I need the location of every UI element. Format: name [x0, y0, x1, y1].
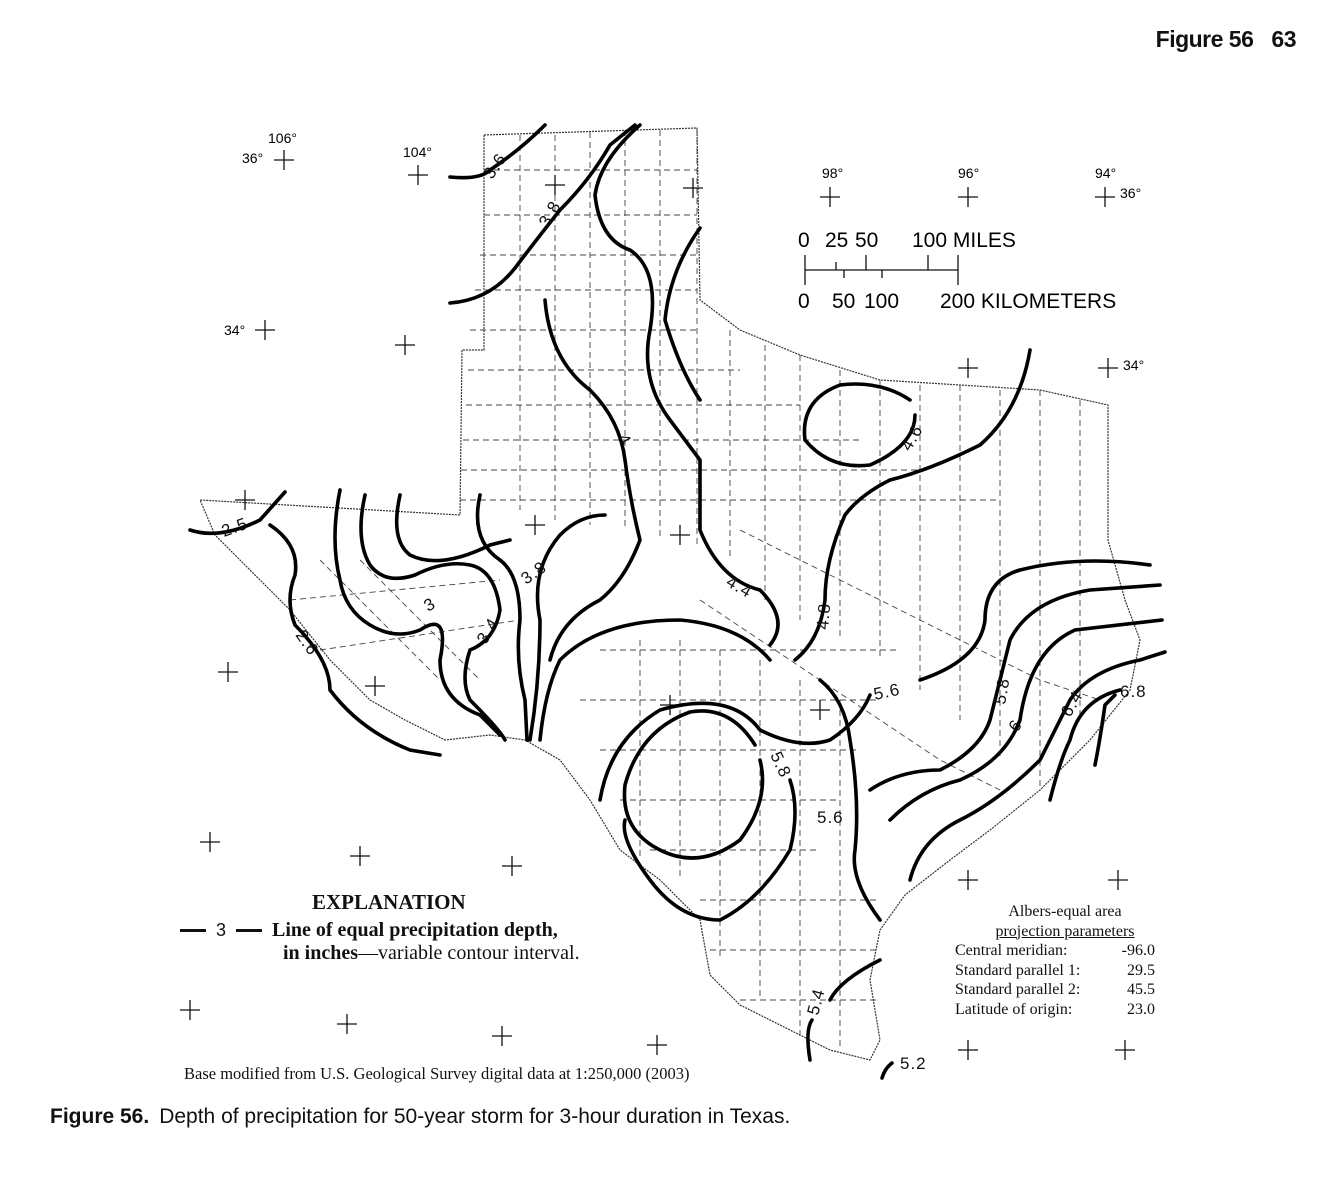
lon-98-label: 98°: [822, 165, 844, 181]
scale-bar: [798, 229, 1116, 313]
projection-row: [955, 961, 1155, 981]
scale-km-200: 200 KILOMETERS: [940, 290, 1117, 313]
lat-36-west-label: 36°: [242, 150, 264, 166]
projection-label: Standard parallel 1:: [955, 961, 1081, 979]
projection-value: 29.5: [1127, 961, 1155, 979]
legend-line2: [283, 942, 620, 965]
projection-label: Latitude of origin:: [955, 1000, 1073, 1018]
isohyet-4-4: [595, 125, 778, 645]
isohyet-label-4: 4: [613, 430, 636, 450]
scale-mile-50: 50: [855, 229, 879, 252]
scale-km-50: 50: [832, 290, 856, 313]
projection-row: [955, 941, 1155, 961]
projection-row: [955, 980, 1155, 1000]
isohyet-label-5-8-east: 5.8: [990, 676, 1014, 706]
isohyet-6-b: [890, 620, 1162, 820]
isohyet-label-3-6: 3.6: [479, 149, 511, 183]
scale-km-100: 100: [864, 290, 900, 313]
lon-94-label: 94°: [1095, 165, 1117, 181]
map-legend: [180, 890, 620, 965]
legend-entry: [180, 919, 620, 942]
projection-value: 23.0: [1127, 1000, 1155, 1018]
isohyet-label-3: 3: [420, 593, 440, 616]
isohyet-4: [545, 300, 640, 660]
legend-sample-value: 3: [216, 920, 227, 940]
isohyet-5-8-loop: [624, 711, 762, 858]
isohyet-4-6-west: [665, 228, 700, 400]
isohyet-label-5-6-south: 5.6: [817, 808, 844, 827]
scale-km-0: 0: [798, 290, 810, 313]
lat-36-east-label: 36°: [1120, 185, 1142, 201]
lon-104-label: 104°: [403, 144, 432, 160]
legend-dash-right: [236, 929, 262, 932]
legend-line-sample: [180, 920, 272, 941]
legend-dash-left: [180, 929, 206, 932]
scale-mile-0: 0: [798, 229, 810, 252]
isohyet-3-inner: [361, 495, 505, 740]
isohyet-label-4-4: 4.4: [723, 572, 756, 602]
projection-row: [955, 1000, 1155, 1020]
isohyet-label-2-6: 2.6: [291, 626, 323, 660]
page-number: 63: [1271, 26, 1296, 52]
base-map-source-note: Base modified from U.S. Geological Survey digital data at 1:250,000 (2003): [184, 1064, 690, 1083]
isohyet-5-6-south: [624, 780, 795, 920]
projection-value: 45.5: [1127, 981, 1155, 998]
isohyet-6: [870, 585, 1160, 790]
isohyet-label-5-8-west: 5.8: [766, 748, 795, 781]
legend-unit: in inches: [283, 942, 359, 964]
isohyet-5-6-mid: [820, 680, 880, 920]
isohyet-label-3-4: 3.4: [473, 614, 503, 647]
projection-subtitle: projection parameters: [995, 922, 1135, 940]
isohyet-label-5-6-north: 5.6: [871, 679, 902, 704]
caption-figure-number: Figure 56.: [50, 1105, 150, 1128]
legend-title: EXPLANATION: [312, 890, 466, 914]
lat-34-west-label: 34°: [224, 322, 246, 338]
projection-label: Standard parallel 2:: [955, 981, 1081, 998]
isohyet-label-6-8: 6.8: [1120, 682, 1147, 701]
isohyet-label-2-5: 2.5: [218, 513, 251, 541]
legend-line1: Line of equal precipitation depth,: [272, 919, 558, 941]
lat-34-east-label: 34°: [1123, 357, 1145, 373]
isohyet-label-6: 6: [1004, 715, 1027, 736]
isohyet-3-4: [397, 495, 510, 561]
lon-96-label: 96°: [958, 165, 980, 181]
scale-mile-100: 100 MILES: [912, 229, 1016, 252]
legend-interval-note: —variable contour interval.: [358, 942, 580, 964]
figure-caption: [50, 1105, 790, 1129]
projection-title: Albers-equal area: [1008, 903, 1122, 920]
projection-parameters: [955, 902, 1155, 1019]
isohyet-label-3-8-north: 3.8: [535, 197, 565, 230]
isohyet-label-3-8-south: 3.8: [517, 557, 551, 589]
caption-text: Depth of precipitation for 50-year storm for 3-hour duration in Texas.: [159, 1105, 791, 1128]
projection-label: Central meridian:: [955, 942, 1068, 959]
isohyet-label-6-4: 6.4: [1057, 687, 1087, 720]
projection-value: -96.0: [1121, 942, 1155, 959]
isohyet-label-4-8: 4.8: [813, 602, 835, 631]
isohyet-5-8-east: [920, 561, 1150, 680]
isohyet-label-5-4: 5.4: [803, 986, 829, 1018]
isohyet-label-5-2: 5.2: [900, 1054, 927, 1073]
isohyet-5-2: [882, 1063, 892, 1078]
scale-mile-25: 25: [825, 229, 849, 252]
figure-label: Figure 56: [1155, 26, 1254, 52]
lon-106-label: 106°: [268, 130, 297, 146]
isohyet-4-6-loop: [804, 384, 915, 466]
isohyet-label-4-6: 4.6: [897, 421, 927, 454]
